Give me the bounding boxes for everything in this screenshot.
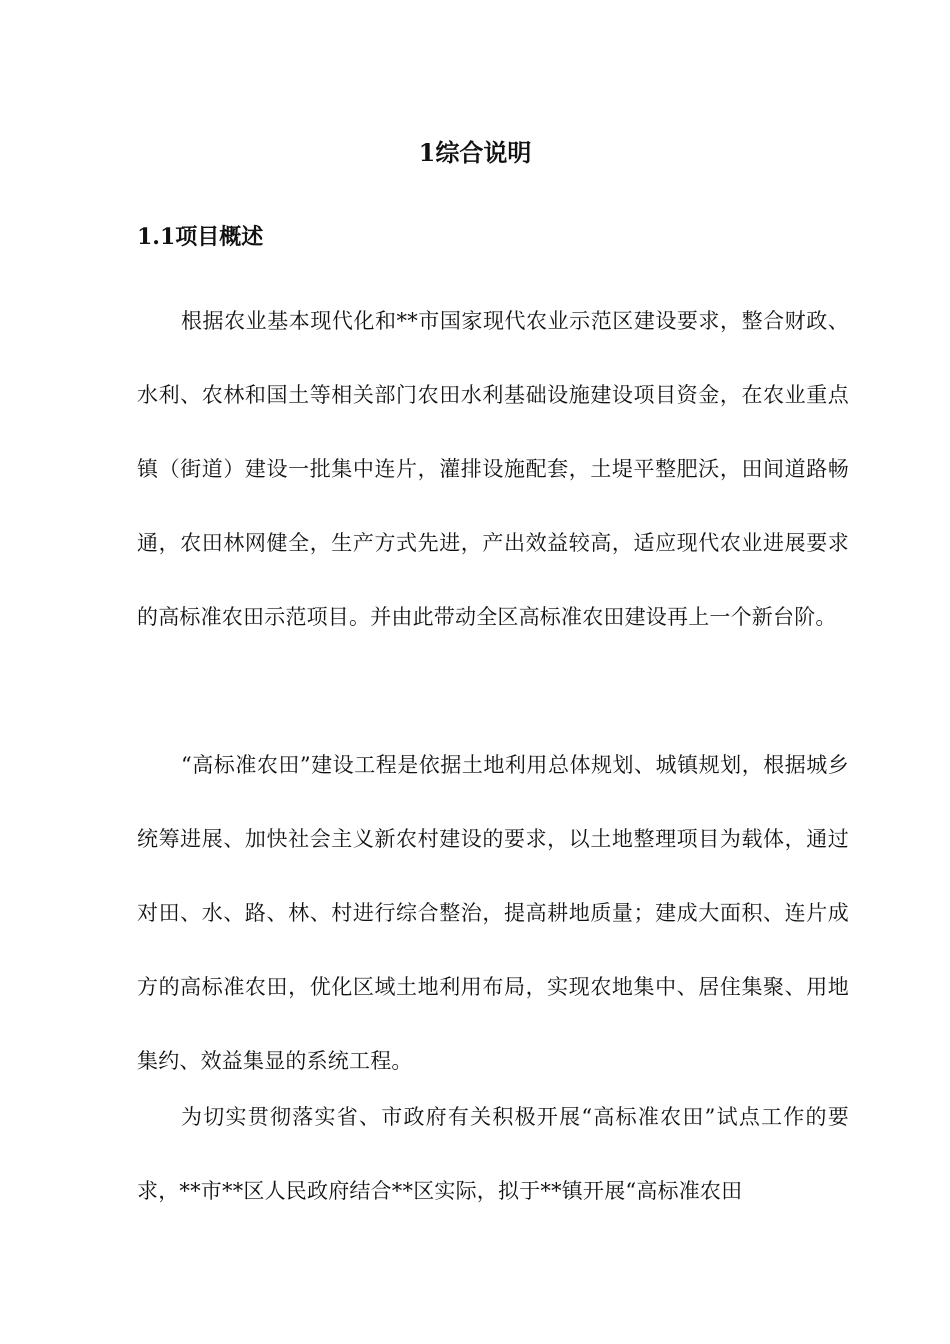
paragraph-project-overview: 根据农业基本现代化和**市国家现代农业示范区建设要求，整合财政、水利、农林和国土等相关部门农田水利基础设施建设项目资金，在农业重点镇（街道）建设一批集中连片，灌排设施配套，土堤平整肥沃，田间道路畅通，农田林网健全，生产方式先进，产出效益较高，适应现代农业进展要求的高标准农田示范项目。并由此带动全区高标准农田建设再上一个新台阶。 (137, 309, 849, 629)
section-title: 1.1项目概述 (137, 224, 264, 250)
paragraph-high-standard-farmland: “高标准农田”建设工程是依据土地利用总体规划、城镇规划，根据城乡统筹进展、加快社会主义新农村建设的要求，以土地整理项目为载体，通过对田、水、路、林、村进行综合整治，提高耕地质量；建成大面积、连片成方的高标准农田，优化区域土地利用布局，实现农地集中、居住集聚、用地集约、效益集显的系统工程。 (137, 753, 849, 1073)
paragraph-pilot-work: 为切实贯彻落实省、市政府有关积极开展“高标准农田”试点工作的要求，**市**区人民政府结合**区实际，拟于**镇开展“高标准农田 (137, 1105, 849, 1203)
chapter-title: 1综合说明 (418, 138, 532, 167)
